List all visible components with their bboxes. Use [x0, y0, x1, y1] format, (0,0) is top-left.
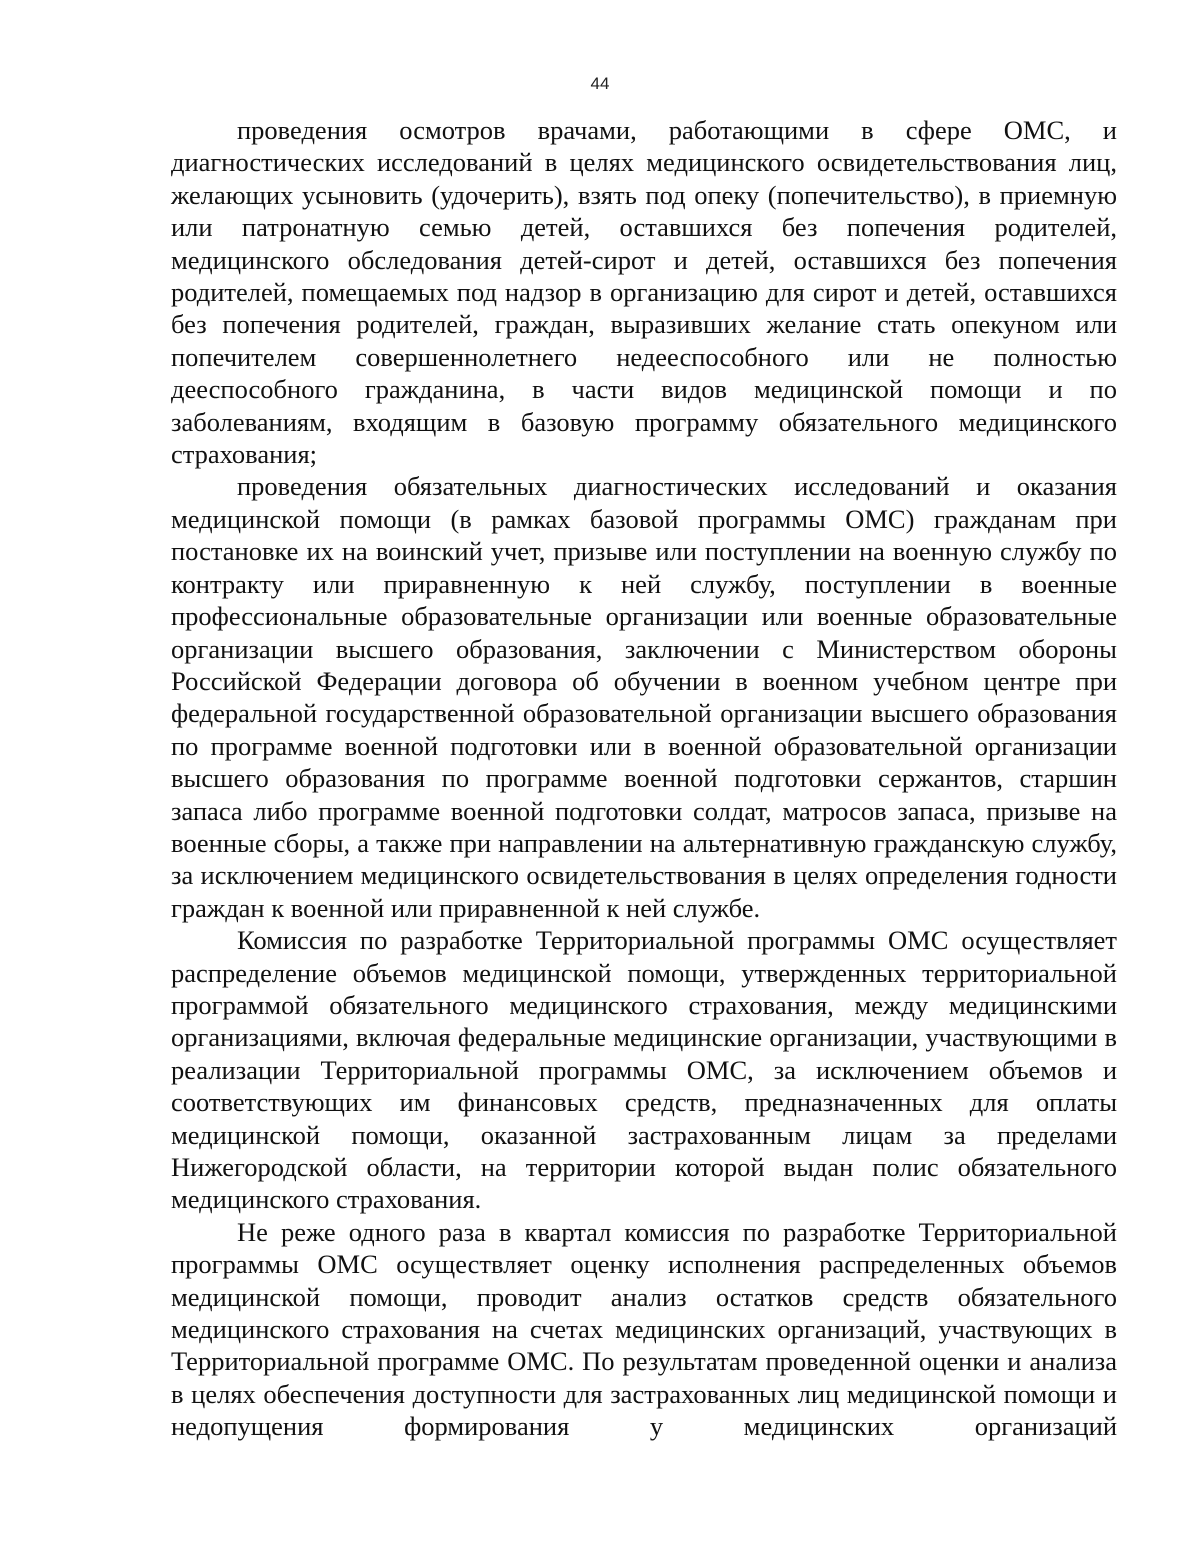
paragraph-military-registration: проведения обязательных диагностических исследований и оказания медицинской помощи (в рамках базовой программы ОМС) гражданам при постановке их на воинский учет, призыве или поступлении на военную службу по контракту или приравненную к ней службу, поступлении в военные профессиональные образовательные организации или военные образовательные организации высшего образования, заключении с Министерством обороны Российской Федерации договора об обучении в военном учебном центре при федеральной государственной образовательной организации высшего образования по программе военной подготовки или в военной образовательной организации высшего образования по программе военной подготовки сержантов, старшин запаса либо программе военной подготовки солдат, матросов запаса, призыве на военные сборы, а также при направлении на альтернативную гражданскую службу, за исключением медицинского освидетельствования в целях определения годности граждан к военной или приравненной к ней службе. — [171, 471, 1117, 923]
page-number: 44 — [590, 74, 610, 93]
paragraph-quarterly-assessment: Не реже одного раза в квартал комиссия по разработке Территориальной программы ОМС осуществляет оценку исполнения распределенных объемов медицинской помощи, проводит анализ остатков средств обязательного медицинского страхования на счетах медицинских организаций, участвующих в Территориальной программе ОМС. По результатам проведенной оценки и анализа в целях обеспечения доступности для застрахованных лиц медицинской помощи и недопущения формирования у медицинских организаций — [171, 1216, 1117, 1442]
paragraph-medical-examinations: проведения осмотров врачами, работающими в сфере ОМС, и диагностических исследований в целях медицинского освидетельствования лиц, желающих усыновить (удочерить), взять под опеку (попечительство), в приемную или патронатную семью детей, оставшихся без попечения родителей, медицинского обследования детей-сирот и детей, оставшихся без попечения родителей, помещаемых под надзор в организацию для сирот и детей, оставшихся без попечения родителей, граждан, выразивших желание стать опекуном или попечителем совершеннолетнего недееспособного или не полностью дееспособного гражданина, в части видов медицинской помощи и по заболеваниям, входящим в базовую программу обязательного медицинского страхования; — [171, 115, 1117, 470]
document-body — [171, 114, 1117, 1443]
paragraph-commission-distribution: Комиссия по разработке Территориальной программы ОМС осуществляет распределение объемов медицинской помощи, утвержденных территориальной программой обязательного медицинского страхования, между медицинскими организациями, включая федеральные медицинские организации, участвующими в реализации Территориальной программы ОМС, за исключением объемов и соответствующих им финансовых средств, предназначенных для оплаты медицинской помощи, оказанной застрахованным лицам за пределами Нижегородской области, на территории которой выдан полис обязательного медицинского страхования. — [171, 925, 1117, 1215]
